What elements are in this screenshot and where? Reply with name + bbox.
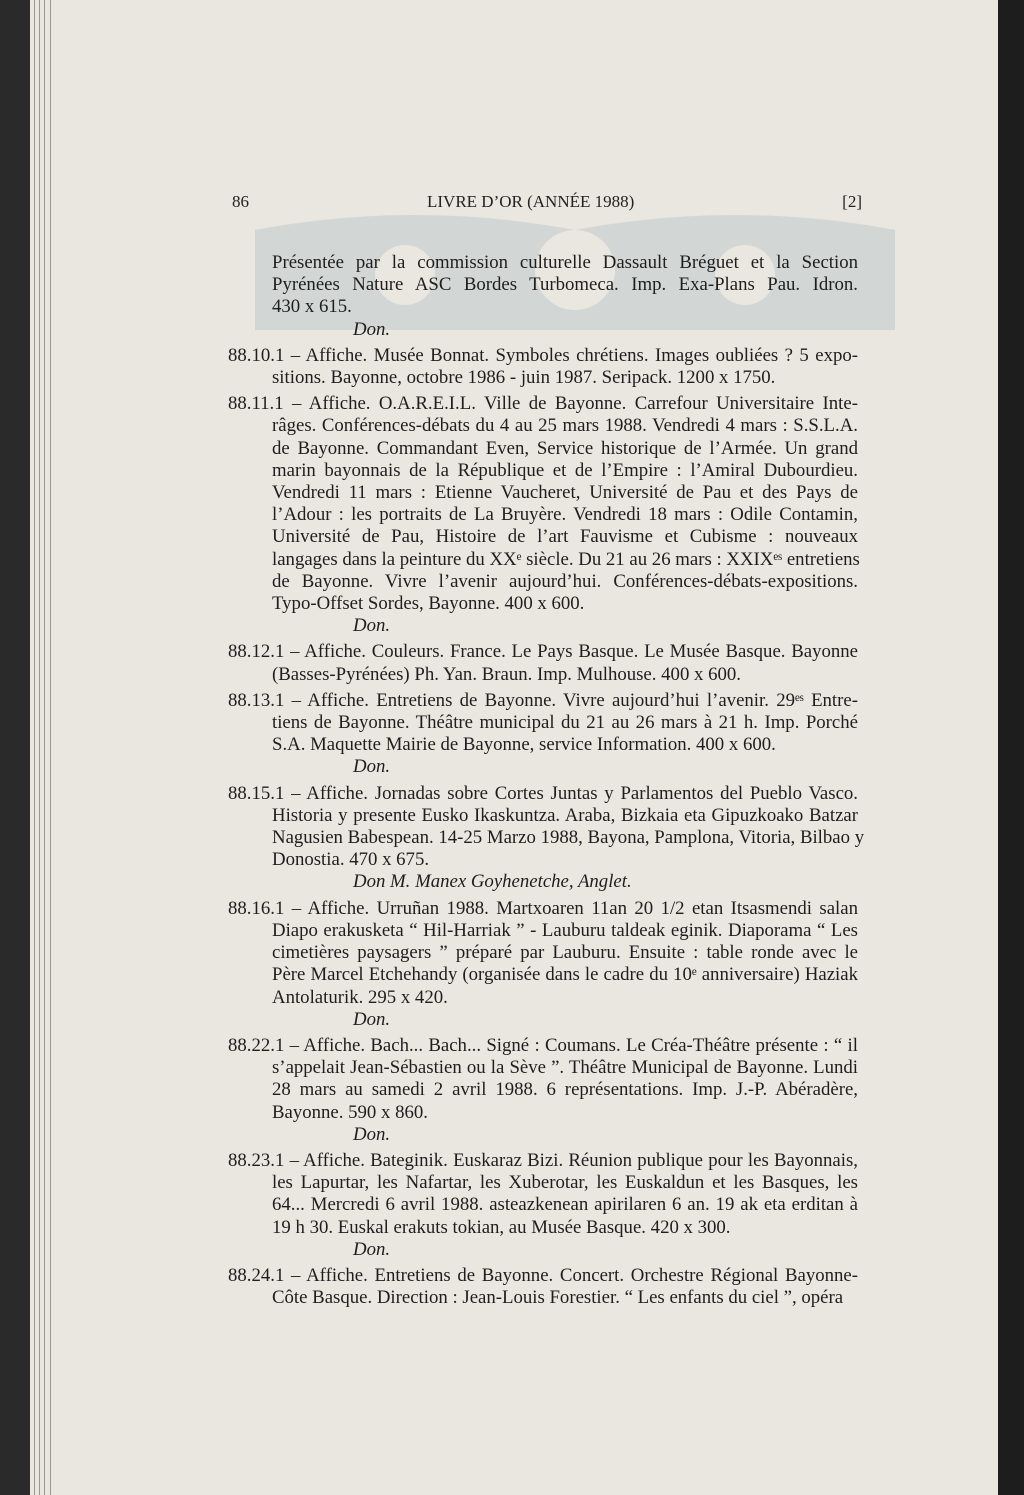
entry-line: 88.24.1 – Affiche. Entretiens de Bayonne. Concert. Orchestre Régional Bayonne- <box>228 1264 858 1286</box>
donation-note: Don. <box>353 1238 391 1260</box>
entry-line: 88.13.1 – Affiche. Entretiens de Bayonne. Vivre aujourd’hui l’avenir. 29ᵉˢ Entre- <box>228 689 858 711</box>
catalog-entry <box>228 690 858 779</box>
scan-border <box>998 0 1024 1495</box>
entry-line: (Basses-Pyrénées) Ph. Yan. Braun. Imp. Mulhouse. 400 x 600. <box>272 663 741 685</box>
entry-line: S.A. Maquette Mairie de Bayonne, service Information. 400 x 600. <box>272 734 776 756</box>
entry-line: sitions. Bayonne, octobre 1986 - juin 1987. Seripack. 1200 x 1750. <box>272 367 776 389</box>
catalog-entry <box>228 252 858 341</box>
entry-line: 88.11.1 – Affiche. O.A.R.E.I.L. Ville de Bayonne. Carrefour Universitaire Inte- <box>228 393 858 415</box>
donation-note: Don. <box>353 615 391 637</box>
entry-line: 88.12.1 – Affiche. Couleurs. France. Le Pays Basque. Le Musée Basque. Bayonne <box>228 641 858 663</box>
entry-line: Pyrénées Nature ASC Bordes Turbomeca. Imp. Exa-Plans Pau. Idron. <box>272 274 858 296</box>
entry-line: Vendredi 11 mars : Etienne Vaucheret, Université de Pau et des Pays de <box>272 482 858 504</box>
entry-line: tiens de Bayonne. Théâtre municipal du 21 au 26 mars à 21 h. Imp. Porché <box>272 712 858 734</box>
page-edge <box>50 0 51 1495</box>
donation-note: Don. <box>353 318 391 340</box>
running-title: LIVRE D’OR (ANNÉE 1988) <box>427 192 635 211</box>
entry-line: Université de Pau, Histoire de l’art Fauvisme et Cubisme : nouveaux <box>272 526 858 548</box>
entry-line: les Lapurtar, les Nafartar, les Xuberotar, les Euskaldun et les Basques, les <box>272 1172 858 1194</box>
entry-line: de Bayonne. Vivre l’avenir aujourd’hui. Conférences-débats-expositions. <box>272 570 858 592</box>
entry-line: Diapo erakusketa “ Hil-Harriak ” - Lauburu taldeak eginik. Diaporama “ Les <box>272 919 858 941</box>
catalog-entry <box>228 345 858 389</box>
page-edge <box>34 0 35 1495</box>
entry-line: 88.10.1 – Affiche. Musée Bonnat. Symboles chrétiens. Images oubliées ? 5 expo- <box>228 344 858 366</box>
donation-note: Don M. Manex Goyhenetche, Anglet. <box>353 871 632 893</box>
section-marker: [2] <box>842 192 862 211</box>
entry-line: 88.23.1 – Affiche. Bateginik. Euskaraz Bizi. Réunion publique pour les Bayonnais, <box>228 1149 858 1171</box>
entry-line: langages dans la peinture du XXᵉ siècle. Du 21 au 26 mars : XXIXᵉˢ entretiens <box>272 548 860 570</box>
entry-line: 430 x 615. <box>272 296 352 318</box>
catalog-entry <box>228 782 865 894</box>
entry-line: de Bayonne. Commandant Even, Service historique de l’Armée. Un grand <box>272 437 858 459</box>
entry-line: Historia y presente Eusko Ikaskuntza. Araba, Bizkaia eta Gipuzkoako Batzar <box>272 804 858 826</box>
catalog-entry <box>228 1265 858 1309</box>
page-edge <box>44 0 45 1495</box>
entry-line: Père Marcel Etchehandy (organisée dans le cadre du 10ᵉ anniversaire) Haziak <box>272 964 858 986</box>
entry-line: 28 mars au samedi 2 avril 1988. 6 représentations. Imp. J.-P. Abéradère, <box>272 1079 858 1101</box>
entry-line: Bayonne. 590 x 860. <box>272 1101 428 1123</box>
entry-line: 88.22.1 – Affiche. Bach... Bach... Signé : Coumans. Le Créa-Théâtre présente : “ il <box>228 1034 858 1056</box>
catalog-entry <box>228 393 858 637</box>
entry-line: Typo-Offset Sordes, Bayonne. 400 x 600. <box>272 593 585 615</box>
catalog-entry <box>228 641 858 685</box>
page-edge <box>39 0 40 1495</box>
catalog-entry <box>228 1150 858 1261</box>
entry-line: cimetières paysagers ” préparé par Lauburu. Ensuite : table ronde avec le <box>272 942 858 964</box>
entry-line: 88.15.1 – Affiche. Jornadas sobre Cortes Juntas y Parlamentos del Pueblo Vasco. <box>228 782 858 804</box>
page-number: 86 <box>232 192 249 211</box>
entry-line: Présentée par la commission culturelle Dassault Bréguet et la Section <box>272 252 858 273</box>
entry-line: Antolaturik. 295 x 420. <box>272 986 448 1008</box>
entry-line: Nagusien Babespean. 14-25 Marzo 1988, Bayona, Pamplona, Vitoria, Bilbao y <box>272 827 865 849</box>
entry-line: 19 h 30. Euskal erakuts tokian, au Musée Basque. 420 x 300. <box>272 1216 731 1238</box>
entry-line: râges. Conférences-débats du 4 au 25 mars 1988. Vendredi 4 mars : S.S.L.A. <box>272 415 858 437</box>
entry-line: marin bayonnais de la République et de l’Empire : l’Amiral Dubourdieu. <box>272 459 858 481</box>
entry-line: 64... Mercredi 6 avril 1988. asteazkenean apirilaren 6 an. 19 ak eta erditan à <box>272 1194 858 1216</box>
catalog-entries <box>228 252 865 1313</box>
catalog-entry <box>228 1035 858 1146</box>
donation-note: Don. <box>353 1123 391 1145</box>
entry-line: Donostia. 470 x 675. <box>272 849 430 871</box>
catalog-entry <box>228 898 858 1031</box>
entry-line: l’Adour : les portraits de La Bruyère. Vendredi 18 mars : Odile Contamin, <box>272 504 858 526</box>
entry-line: s’appelait Jean-Sébastien ou la Sève ”. Théâtre Municipal de Bayonne. Lundi <box>272 1057 858 1079</box>
entry-line: Côte Basque. Direction : Jean-Louis Forestier. “ Les enfants du ciel ”, opéra <box>272 1287 844 1309</box>
donation-note: Don. <box>353 1008 391 1030</box>
entry-line: 88.16.1 – Affiche. Urruñan 1988. Martxoaren 11an 20 1/2 etan Itsasmendi salan <box>228 897 858 919</box>
donation-note: Don. <box>353 756 391 778</box>
